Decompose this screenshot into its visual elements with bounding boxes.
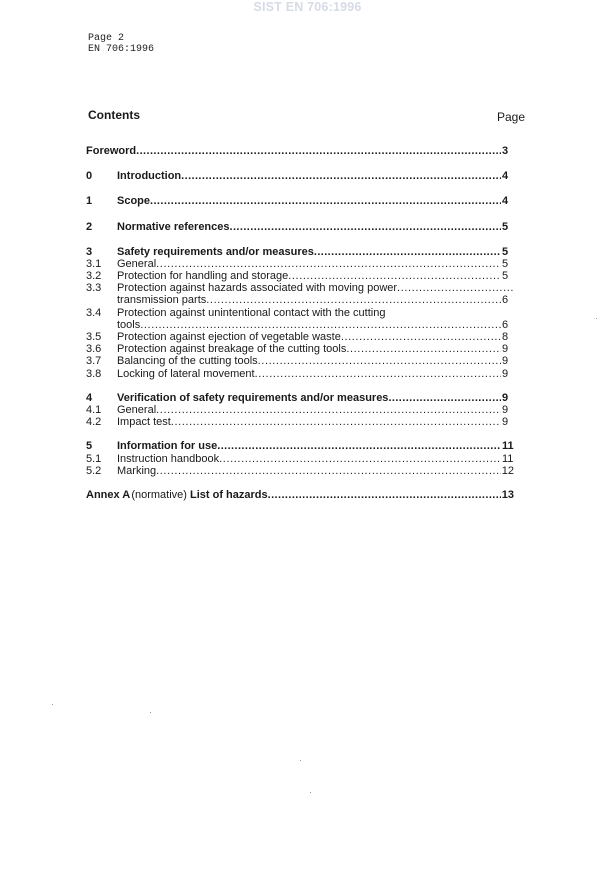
dot-leader — [206, 294, 501, 306]
toc-entry-annex-a[interactable] — [86, 489, 514, 501]
dot-leader — [171, 416, 501, 428]
toc-page: 5 — [502, 245, 509, 258]
toc-entry-3[interactable] — [86, 246, 514, 258]
toc-number: 3.4 — [86, 306, 102, 319]
header-page-number: Page 2 — [88, 33, 125, 44]
toc-title: General — [117, 257, 157, 270]
toc-entry-4[interactable] — [86, 392, 514, 404]
toc-entry-foreword[interactable] — [86, 145, 514, 157]
toc-title: Normative references — [117, 220, 230, 233]
header-document-id: EN 706:1996 — [88, 44, 155, 55]
dot-leader — [217, 440, 501, 452]
toc-title: List of hazards — [190, 488, 268, 501]
running-header — [88, 33, 154, 55]
toc-page: 9 — [502, 403, 509, 416]
toc-entry-3-1[interactable] — [86, 258, 514, 270]
toc-entry-3-5[interactable] — [86, 331, 514, 343]
toc-number: 3.2 — [86, 270, 102, 283]
toc-page: 13 — [501, 488, 514, 501]
toc-page: 9 — [502, 367, 509, 380]
dot-leader — [156, 404, 501, 416]
dot-leader — [258, 355, 501, 367]
toc-page: 9 — [502, 355, 509, 368]
toc-entry-5-1[interactable] — [86, 453, 514, 465]
toc-number: 3 — [86, 245, 93, 258]
toc-title: Instruction handbook — [117, 452, 220, 465]
watermark: SIST EN 706:1996 — [253, 0, 362, 14]
toc-title: Safety requirements and/or measures — [117, 245, 314, 258]
scan-speck — [310, 792, 311, 793]
toc-entry-3-3-continued[interactable] — [86, 295, 514, 307]
toc-number: 5 — [86, 440, 93, 453]
toc-page: 12 — [501, 464, 514, 477]
toc-number: 3.5 — [86, 331, 102, 344]
scan-speck — [300, 760, 301, 761]
toc-number: 5.2 — [86, 464, 102, 477]
toc-page: 4 — [502, 195, 509, 208]
toc-entry-4-1[interactable] — [86, 404, 514, 416]
toc-entry-3-6[interactable] — [86, 343, 514, 355]
toc-number: 4.1 — [86, 403, 102, 416]
toc-title: Scope — [117, 195, 151, 208]
toc-entry-5[interactable] — [86, 440, 514, 452]
toc-title: Verification of safety requirements and/or measures — [117, 391, 389, 404]
toc-page: 6 — [502, 294, 509, 307]
toc-number: 3.3 — [86, 282, 102, 295]
toc-number: 5.1 — [86, 452, 102, 465]
dot-leader — [156, 465, 501, 477]
toc-page: 6 — [502, 318, 509, 331]
dot-leader — [346, 343, 501, 355]
toc-title: General — [117, 403, 157, 416]
toc-entry-3-7[interactable] — [86, 355, 514, 367]
annex-qualifier: (normative) — [131, 488, 187, 501]
page-column-label: Page — [497, 110, 526, 124]
toc-entry-4-2[interactable] — [86, 416, 514, 428]
dot-leader — [230, 221, 501, 233]
dot-leader — [156, 258, 501, 270]
toc-title: Introduction — [117, 170, 182, 183]
toc-title: Protection against breakage of the cutting tools — [117, 343, 347, 356]
toc-page: 9 — [502, 416, 509, 429]
toc-page: 9 — [502, 391, 509, 404]
toc-number: 3.8 — [86, 367, 102, 380]
toc-number: 4.2 — [86, 416, 102, 429]
toc-entry-3-8[interactable] — [86, 368, 514, 380]
dot-leader — [255, 368, 501, 380]
dot-leader — [181, 170, 501, 182]
toc-title: Marking — [117, 464, 157, 477]
toc-number: 4 — [86, 391, 93, 404]
dot-leader — [136, 145, 501, 157]
scan-speck — [150, 712, 151, 713]
toc-page: 5 — [502, 257, 509, 270]
toc-number: 0 — [86, 170, 93, 183]
scan-speck — [52, 704, 53, 705]
toc-entry-1[interactable] — [86, 195, 514, 207]
toc-entry-0[interactable] — [86, 170, 514, 182]
toc-title-line2: tools — [117, 318, 141, 331]
annex-label: Annex A — [86, 488, 131, 501]
toc-title: Locking of lateral movement — [117, 367, 255, 380]
toc-page: 5 — [502, 270, 509, 283]
toc-entry-3-2[interactable] — [86, 270, 514, 282]
toc-title: Impact test — [117, 416, 171, 429]
toc-entry-3-3[interactable] — [86, 282, 514, 294]
toc-entry-3-4[interactable] — [86, 307, 514, 319]
toc-page: 8 — [502, 331, 509, 344]
toc-number: 3.7 — [86, 355, 102, 368]
toc-number: 3.6 — [86, 343, 102, 356]
dot-leader — [288, 270, 501, 282]
dot-leader — [268, 489, 501, 501]
dot-leader — [314, 246, 501, 258]
toc-entry-3-4-continued[interactable] — [86, 319, 514, 331]
toc-page: 5 — [502, 220, 509, 233]
toc-title-line1: Protection against unintentional contact with the cutting — [117, 306, 386, 319]
scan-speck — [596, 318, 597, 319]
toc-title-line2: transmission parts — [117, 294, 207, 307]
toc-number: 1 — [86, 195, 93, 208]
toc-title: Protection against ejection of vegetable waste — [117, 331, 341, 344]
toc-page: 9 — [502, 343, 509, 356]
contents-heading: Contents — [88, 108, 140, 122]
toc-number: 3.1 — [86, 257, 102, 270]
toc-page: 3 — [502, 144, 509, 157]
dot-leader — [388, 392, 501, 404]
toc-page: 11 — [502, 440, 514, 453]
toc-page: 11 — [502, 452, 514, 465]
toc-page: 4 — [502, 170, 509, 183]
dot-leader — [140, 319, 501, 331]
toc-title: Balancing of the cutting tools — [117, 355, 258, 368]
dot-leader — [219, 453, 501, 465]
dot-leader — [397, 282, 514, 294]
table-of-contents — [86, 145, 514, 501]
toc-entry-5-2[interactable] — [86, 465, 514, 477]
dot-leader — [150, 195, 501, 207]
toc-number: 2 — [86, 220, 93, 233]
toc-entry-2[interactable] — [86, 221, 514, 233]
toc-title: Foreword — [86, 144, 137, 157]
toc-title: Information for use — [117, 440, 218, 453]
toc-title-line1: Protection against hazards associated with moving power — [117, 282, 398, 295]
dot-leader — [341, 331, 501, 343]
toc-title: Protection for handling and storage — [117, 270, 289, 283]
